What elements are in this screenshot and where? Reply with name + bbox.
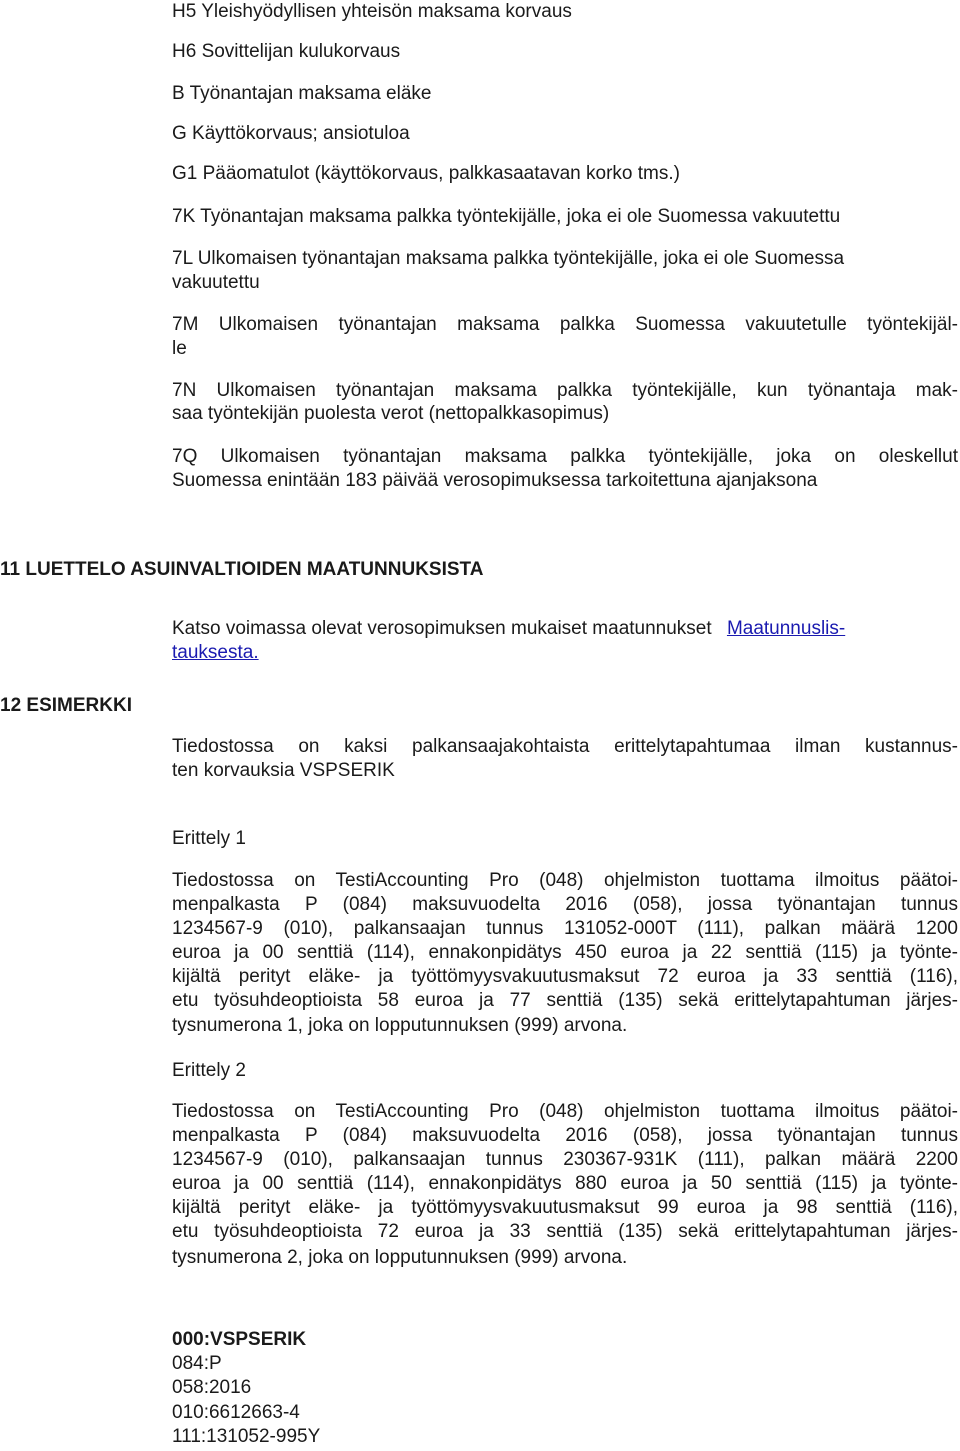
income-type-7n-line: 7N Ulkomaisen työnantajan maksama palkka työntekijälle, kun työnantaja mak- xyxy=(172,380,958,401)
erittely-2-line: 1234567-9 (010), palkansaajan tunnus 230367-931K (111), palkan määrä 2200 xyxy=(172,1149,958,1170)
erittely-2-line: etu työsuhdeoptioista 72 euroa ja 33 senttiä (135) sekä erittelytapahtuman järjes- xyxy=(172,1221,958,1242)
income-type-b: B Työnantajan maksama eläke xyxy=(172,83,432,104)
code-line: 000:VSPSERIK xyxy=(172,1329,307,1350)
code-line: 010:6612663-4 xyxy=(172,1402,300,1423)
income-type-7l-line: 7L Ulkomaisen työnantajan maksama palkka työntekijälle, joka ei ole Suomessa xyxy=(172,248,845,269)
erittely-2-line: Tiedostossa on TestiAccounting Pro (048) ohjelmiston tuottama ilmoitus päätoi- xyxy=(172,1101,958,1122)
example-intro-line: ten korvauksia VSPSERIK xyxy=(172,760,395,781)
erittely-2-line: kijältä perityt eläke- ja työttömyysvakuutusmaksut 99 euroa ja 98 senttiä (116), xyxy=(172,1197,958,1218)
example-intro-line: Tiedostossa on kaksi palkansaajakohtaista erittelytapahtumaa ilman kustannus- xyxy=(172,736,958,757)
income-type-g: G Käyttökorvaus; ansiotuloa xyxy=(172,123,410,144)
income-type-7q-line: 7Q Ulkomaisen työnantajan maksama palkka työntekijälle, joka on oleskellut xyxy=(172,446,958,467)
income-type-g1: G1 Pääomatulot (käyttökorvaus, palkkasaatavan korko tms.) xyxy=(172,163,680,184)
erittely-1-title: Erittely 1 xyxy=(172,828,246,849)
income-type-h5: H5 Yleishyödyllisen yhteisön maksama korvaus xyxy=(172,1,572,22)
section-11-text xyxy=(172,617,845,641)
erittely-1-line: 1234567-9 (010), palkansaajan tunnus 131052-000T (111), palkan määrä 1200 xyxy=(172,918,958,939)
code-line: 084:P xyxy=(172,1353,222,1374)
income-type-7q-line: Suomessa enintään 183 päivää verosopimuksessa tarkoitettuna ajanjaksona xyxy=(172,470,818,491)
country-codes-link-continued[interactable]: tauksesta. xyxy=(172,642,259,663)
income-type-7k: 7K Työnantajan maksama palkka työntekijälle, joka ei ole Suomessa vakuutettu xyxy=(172,206,841,227)
erittely-2-line: menpalkasta P (084) maksuvuodelta 2016 (058), jossa työnantajan tunnus xyxy=(172,1125,958,1146)
erittely-2-line: tysnumerona 2, joka on lopputunnuksen (999) arvona. xyxy=(172,1247,628,1268)
income-type-7l-line: vakuutettu xyxy=(172,272,260,293)
income-type-7m-line: 7M Ulkomaisen työnantajan maksama palkka Suomessa vakuutetulle työntekijäl- xyxy=(172,314,958,335)
income-type-7m-line: le xyxy=(172,338,187,359)
code-line: 111:131052-995Y xyxy=(172,1426,321,1447)
section-11-heading: 11 LUETTELO ASUINVALTIOIDEN MAATUNNUKSISTA xyxy=(0,559,484,580)
erittely-1-line: menpalkasta P (084) maksuvuodelta 2016 (058), jossa työnantajan tunnus xyxy=(172,894,958,915)
country-codes-link[interactable]: Maatunnuslis- xyxy=(726,618,846,639)
erittely-1-line: euroa ja 00 senttiä (114), ennakonpidätys 450 euroa ja 22 senttiä (115) ja työnte- xyxy=(172,942,958,963)
income-type-h6: H6 Sovittelijan kulukorvaus xyxy=(172,41,401,62)
erittely-1-line: etu työsuhdeoptioista 58 euroa ja 77 senttiä (135) sekä erittelytapahtuman järjes- xyxy=(172,990,958,1011)
erittely-1-line: kijältä perityt eläke- ja työttömyysvakuutusmaksut 72 euroa ja 33 senttiä (116), xyxy=(172,966,958,987)
erittely-2-title: Erittely 2 xyxy=(172,1060,246,1081)
erittely-2-line: euroa ja 00 senttiä (114), ennakonpidätys 880 euroa ja 50 senttiä (115) ja työnte- xyxy=(172,1173,958,1194)
erittely-1-line: tysnumerona 1, joka on lopputunnuksen (999) arvona. xyxy=(172,1015,628,1036)
code-line: 058:2016 xyxy=(172,1377,252,1398)
erittely-1-line: Tiedostossa on TestiAccounting Pro (048) ohjelmiston tuottama ilmoitus päätoi- xyxy=(172,870,958,891)
section-11-body: Katso voimassa olevat verosopimuksen mukaiset maatunnukset xyxy=(172,618,717,639)
section-12-heading: 12 ESIMERKKI xyxy=(0,695,132,716)
income-type-7n-line: saa työntekijän puolesta verot (nettopalkkasopimus) xyxy=(172,403,610,424)
